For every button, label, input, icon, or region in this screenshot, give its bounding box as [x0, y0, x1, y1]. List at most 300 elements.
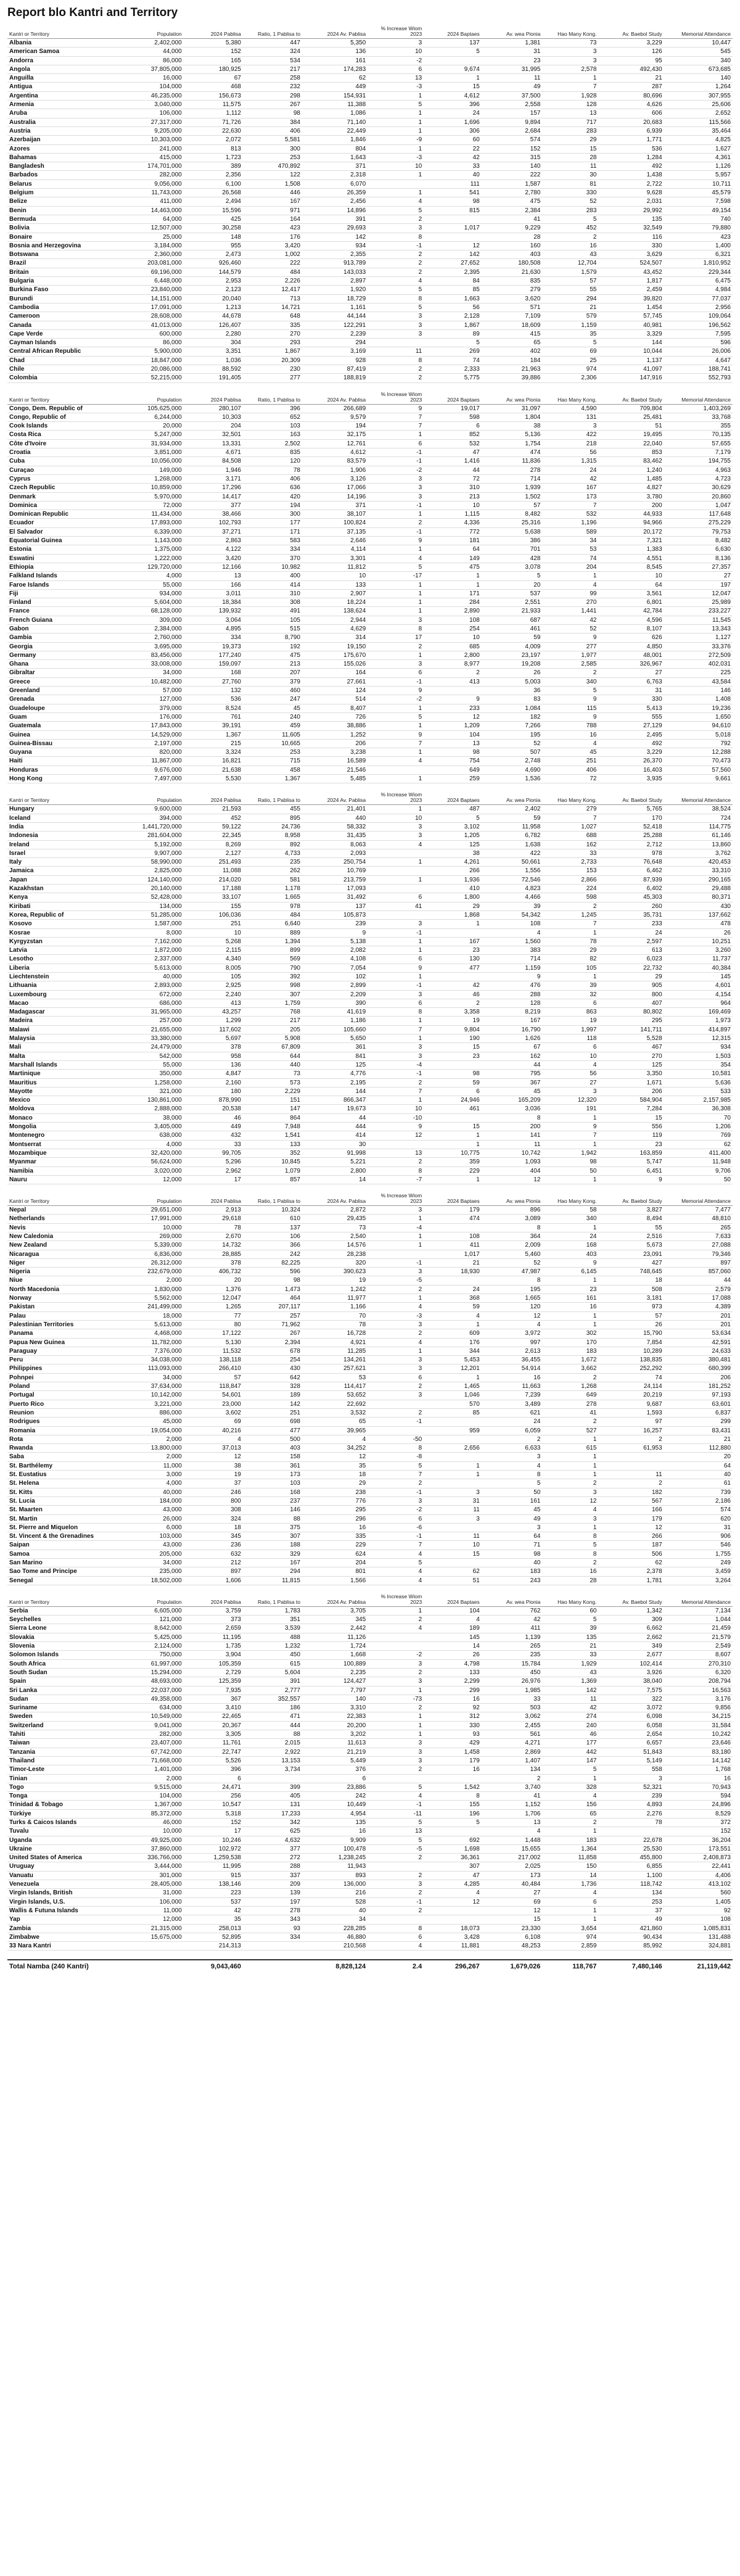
cell-ratio: 455 [243, 805, 302, 814]
cell-increase: 6 [368, 999, 424, 1007]
cell-country: Peru [7, 1356, 117, 1364]
cell-baptized: 24,946 [424, 1096, 482, 1105]
cell-memorial: 57,560 [664, 766, 733, 774]
cell-pioneers: 762 [482, 1606, 543, 1615]
cell-bible-studies: 5,413 [598, 704, 664, 712]
cell-congregations: 1,977 [542, 651, 598, 659]
cell-congregations: 52 [542, 197, 598, 206]
cell-population: 3,444,000 [117, 1862, 184, 1871]
cell-congregations: 11 [542, 1695, 598, 1703]
cell-population: 235,000 [117, 1567, 184, 1576]
cell-avg-publishers: 14,576 [302, 1241, 368, 1250]
cell-population: 32,420,000 [117, 1149, 184, 1157]
header-congregations: Hao Many Kong. [542, 1193, 598, 1206]
cell-pioneers: 44 [482, 1060, 543, 1069]
cell-pioneers: 41 [482, 1792, 543, 1801]
cell-baptized: 12 [424, 1897, 482, 1906]
cell-country: Zimbabwe [7, 1933, 117, 1941]
cell-publishers: 102,972 [184, 1844, 243, 1853]
cell-population: 257,000 [117, 1017, 184, 1025]
cell-publishers: 32,501 [184, 431, 243, 439]
table-row [7, 448, 733, 457]
cell-population: 31,965,000 [117, 1008, 184, 1017]
cell-publishers: 84,508 [184, 457, 243, 466]
cell-increase: 3 [368, 492, 424, 501]
cell-memorial: 19,236 [664, 704, 733, 712]
cell-ratio: 2,777 [243, 1686, 302, 1695]
cell-avg-publishers: 1,166 [302, 1303, 368, 1311]
cell-increase: 3 [368, 822, 424, 831]
cell-avg-publishers: 44,144 [302, 312, 368, 321]
cell-memorial: 423 [664, 233, 733, 241]
header-ratio: Ratio, 1 Pablisa to [243, 26, 302, 39]
table-row [7, 1008, 733, 1017]
total-bible-studies: 7,480,146 [598, 1960, 664, 1973]
cell-population: 48,693,000 [117, 1677, 184, 1686]
cell-publishers: 958 [184, 1052, 243, 1060]
cell-increase: -8 [368, 1453, 424, 1461]
cell-bible-studies: 1,100 [598, 1871, 664, 1880]
cell-publishers: 177,240 [184, 651, 243, 659]
cell-pioneers: 537 [482, 589, 543, 598]
cell-pioneers: 404 [482, 1166, 543, 1175]
table-row [7, 616, 733, 624]
cell-population: 3,040,000 [117, 101, 184, 109]
cell-memorial: 77,037 [664, 294, 733, 303]
cell-congregations: 14 [542, 1871, 598, 1880]
cell-pioneers: 33 [482, 1695, 543, 1703]
cell-congregations: 10 [542, 1052, 598, 1060]
cell-memorial: 27 [664, 572, 733, 580]
cell-pioneers: 6,059 [482, 1426, 543, 1435]
cell-publishers: 5,268 [184, 937, 243, 946]
cell-publishers: 214,313 [184, 1942, 243, 1951]
cell-bible-studies: 1,438 [598, 171, 664, 180]
cell-increase: 9 [368, 537, 424, 545]
cell-baptized: 1,115 [424, 510, 482, 519]
cell-ratio: 391 [243, 1677, 302, 1686]
cell-pioneers: 52 [482, 1258, 543, 1267]
cell-increase [368, 339, 424, 347]
cell-bible-studies: 25,481 [598, 413, 664, 421]
cell-bible-studies: 252,292 [598, 1364, 664, 1373]
cell-publishers: 2,123 [184, 286, 243, 294]
cell-avg-publishers: 65 [302, 1418, 368, 1426]
cell-increase [368, 766, 424, 774]
cell-congregations: 5 [542, 1765, 598, 1774]
cell-baptized [424, 928, 482, 937]
cell-avg-publishers: 3,169 [302, 347, 368, 356]
cell-publishers: 215 [184, 739, 243, 748]
cell-bible-studies: 27 [598, 669, 664, 677]
cell-pioneers: 45 [482, 1506, 543, 1514]
cell-ratio: 288 [243, 1862, 302, 1871]
cell-congregations: 9 [542, 634, 598, 642]
cell-memorial: 1,400 [664, 241, 733, 250]
cell-bible-studies: 3,229 [598, 748, 664, 757]
cell-bible-studies: 1,284 [598, 153, 664, 162]
cell-publishers: 52,895 [184, 1933, 243, 1941]
cell-baptized [424, 1523, 482, 1532]
cell-memorial: 6,321 [664, 250, 733, 259]
table-row [7, 527, 733, 536]
cell-bible-studies: 421,860 [598, 1924, 664, 1933]
cell-country: Tanzania [7, 1748, 117, 1756]
cell-bible-studies: 41,097 [598, 365, 664, 373]
cell-bible-studies: 260 [598, 902, 664, 910]
cell-increase: 3 [368, 832, 424, 840]
cell-pioneers: 997 [482, 1338, 543, 1347]
cell-baptized: 23 [424, 1052, 482, 1060]
cell-pioneers: 183 [482, 1567, 543, 1576]
cell-congregations: 2,306 [542, 374, 598, 382]
cell-congregations: 161 [542, 1294, 598, 1303]
cell-ratio: 534 [243, 56, 302, 65]
cell-baptized: 137 [424, 39, 482, 47]
cell-publishers: 80 [184, 1320, 243, 1329]
table-row [7, 1444, 733, 1453]
cell-avg-publishers: 5,485 [302, 775, 368, 783]
cell-congregations: 1,672 [542, 1356, 598, 1364]
cell-pioneers: 428 [482, 554, 543, 563]
cell-publishers: 2,925 [184, 981, 243, 990]
cell-pioneers: 4 [482, 1461, 543, 1470]
cell-ratio: 471 [243, 1712, 302, 1721]
cell-congregations: 7 [542, 1131, 598, 1140]
cell-pioneers: 50,661 [482, 858, 543, 867]
cell-publishers: 1,367 [184, 730, 243, 739]
cell-avg-publishers: 229 [302, 1541, 368, 1550]
cell-publishers: 800 [184, 1496, 243, 1505]
cell-memorial: 5,957 [664, 171, 733, 180]
cell-pioneers: 474 [482, 448, 543, 457]
cell-memorial: 24,633 [664, 1347, 733, 1355]
cell-publishers: 159,097 [184, 660, 243, 669]
cell-bible-studies: 144 [598, 339, 664, 347]
cell-ratio: 328 [243, 1382, 302, 1391]
cell-ratio: 88 [243, 1514, 302, 1523]
cell-pioneers: 3 [482, 1453, 543, 1461]
cell-memorial: 1,126 [664, 162, 733, 171]
cell-memorial: 27,088 [664, 1241, 733, 1250]
cell-publishers: 4,847 [184, 1070, 243, 1078]
cell-avg-publishers: 5,138 [302, 937, 368, 946]
cell-publishers: 2,729 [184, 1668, 243, 1677]
cell-pioneers: 1,560 [482, 937, 543, 946]
table-row [7, 757, 733, 766]
cell-ratio: 93 [243, 1924, 302, 1933]
cell-bible-studies: 6,801 [598, 598, 664, 607]
cell-baptized: 229 [424, 1166, 482, 1175]
cell-population: 68,128,000 [117, 607, 184, 616]
cell-pioneers: 1,502 [482, 492, 543, 501]
cell-congregations: 1,942 [542, 1149, 598, 1157]
cell-publishers: 16,821 [184, 757, 243, 766]
cell-country: Austria [7, 126, 117, 135]
cell-publishers: 37 [184, 1479, 243, 1488]
cell-avg-publishers: 228,285 [302, 1924, 368, 1933]
cell-increase: 3 [368, 1356, 424, 1364]
table-row [7, 1241, 733, 1250]
cell-country: Vanuatu [7, 1871, 117, 1880]
cell-ratio: 835 [243, 448, 302, 457]
cell-avg-publishers: 7,797 [302, 1686, 368, 1695]
cell-avg-publishers: 154,931 [302, 91, 368, 100]
cell-publishers: 897 [184, 1567, 243, 1576]
cell-baptized: 155 [424, 1801, 482, 1809]
cell-population: 203,081,000 [117, 259, 184, 268]
cell-increase: 1 [368, 1034, 424, 1043]
cell-country: Bermuda [7, 215, 117, 223]
cell-population: 7,497,000 [117, 775, 184, 783]
cell-bible-studies: 15 [598, 1113, 664, 1122]
cell-baptized: 36,361 [424, 1854, 482, 1862]
cell-congregations: 251 [542, 757, 598, 766]
cell-publishers: 78 [184, 1223, 243, 1232]
cell-increase [368, 910, 424, 919]
cell-congregations: 21 [542, 303, 598, 312]
cell-memorial: 411,400 [664, 1149, 733, 1157]
cell-pioneers: 2,748 [482, 757, 543, 766]
cell-population: 7,376,000 [117, 1347, 184, 1355]
cell-increase: 3 [368, 1391, 424, 1400]
cell-memorial: 45,579 [664, 189, 733, 197]
table-row [7, 1924, 733, 1933]
cell-bible-studies: 23 [598, 1140, 664, 1149]
cell-bible-studies: 6,058 [598, 1721, 664, 1730]
cell-increase: 3 [368, 474, 424, 483]
cell-avg-publishers: 204 [302, 1558, 368, 1567]
cell-publishers: 3,420 [184, 554, 243, 563]
cell-country: New Zealand [7, 1241, 117, 1250]
cell-ratio: 377 [243, 1844, 302, 1853]
cell-congregations: 56 [542, 1070, 598, 1078]
cell-congregations: 58 [542, 1206, 598, 1215]
cell-congregations: 4 [542, 1889, 598, 1897]
cell-publishers: 14,732 [184, 1241, 243, 1250]
cell-population: 1,830,000 [117, 1285, 184, 1294]
cell-memorial: 1,768 [664, 1765, 733, 1774]
cell-population: 37,860,000 [117, 1844, 184, 1853]
cell-baptized: 111 [424, 180, 482, 188]
cell-ratio: 167 [243, 197, 302, 206]
cell-baptized: 330 [424, 1721, 482, 1730]
cell-avg-publishers: 11,285 [302, 1347, 368, 1355]
cell-increase: 17 [368, 634, 424, 642]
cell-ratio: 636 [243, 484, 302, 492]
cell-publishers: 20,367 [184, 1721, 243, 1730]
cell-pioneers: 243 [482, 1576, 543, 1585]
cell-congregations: 7 [542, 814, 598, 822]
table-row [7, 867, 733, 875]
cell-country: Suriname [7, 1704, 117, 1712]
cell-pioneers: 40,484 [482, 1880, 543, 1889]
cell-pioneers: 71 [482, 1541, 543, 1550]
cell-ratio: 78 [243, 466, 302, 474]
table-header-row [7, 792, 733, 805]
cell-memorial: 109,064 [664, 312, 733, 321]
table-row [7, 144, 733, 153]
cell-avg-publishers: 124,427 [302, 1677, 368, 1686]
cell-ratio: 615 [243, 1659, 302, 1668]
cell-baptized: 1,936 [424, 875, 482, 884]
cell-increase: -1 [368, 1897, 424, 1906]
cell-memorial: 1,503 [664, 1052, 733, 1060]
cell-publishers: 54,601 [184, 1391, 243, 1400]
cell-increase: 4 [368, 840, 424, 849]
cell-publishers: 12 [184, 1453, 243, 1461]
cell-baptized: 1 [424, 1131, 482, 1140]
table-row [7, 1906, 733, 1915]
cell-increase: 9 [368, 404, 424, 413]
cell-country: Taiwan [7, 1739, 117, 1748]
cell-baptized: 1,465 [424, 1382, 482, 1391]
table-header-row [7, 392, 733, 405]
cell-ratio: 715 [243, 757, 302, 766]
cell-avg-publishers: 2,872 [302, 1206, 368, 1215]
cell-bible-studies: 3,629 [598, 250, 664, 259]
cell-increase: 13 [368, 1149, 424, 1157]
cell-congregations: 2 [542, 669, 598, 677]
cell-country: Moldova [7, 1105, 117, 1113]
cell-baptized: 21 [424, 1258, 482, 1267]
cell-congregations: 9 [542, 695, 598, 704]
cell-congregations: 33 [542, 849, 598, 857]
cell-avg-publishers: 194 [302, 422, 368, 431]
table-row [7, 1862, 733, 1871]
cell-avg-publishers: 841 [302, 1052, 368, 1060]
cell-pioneers: 39,886 [482, 374, 543, 382]
cell-memorial: 680,399 [664, 1364, 733, 1373]
cell-avg-publishers: 21,546 [302, 766, 368, 774]
cell-avg-publishers: 801 [302, 1567, 368, 1576]
cell-avg-publishers: 14 [302, 1175, 368, 1184]
cell-avg-publishers: 17,093 [302, 885, 368, 893]
cell-bible-studies: 2 [598, 1479, 664, 1488]
cell-bible-studies: 6,662 [598, 1624, 664, 1633]
cell-country: Mali [7, 1043, 117, 1052]
table-row [7, 126, 733, 135]
cell-ratio: 73 [243, 1070, 302, 1078]
cell-pioneers: 5,638 [482, 527, 543, 536]
cell-ratio: 420 [243, 492, 302, 501]
cell-pioneers: 69 [482, 1897, 543, 1906]
cell-publishers: 3,410 [184, 1704, 243, 1712]
cell-memorial: 4,154 [664, 990, 733, 999]
cell-ratio: 267 [243, 101, 302, 109]
cell-congregations: 974 [542, 365, 598, 373]
cell-baptized: 5,775 [424, 374, 482, 382]
cell-ratio: 254 [243, 1356, 302, 1364]
cell-population: 104,000 [117, 1792, 184, 1801]
cell-avg-publishers: 32,175 [302, 431, 368, 439]
cell-publishers: 21,638 [184, 766, 243, 774]
cell-congregations: 9 [542, 1258, 598, 1267]
cell-memorial: 146 [664, 687, 733, 695]
table-row [7, 413, 733, 421]
cell-congregations: 153 [542, 867, 598, 875]
table-row [7, 1871, 733, 1880]
cell-memorial: 94,610 [664, 722, 733, 730]
table-row [7, 554, 733, 563]
cell-publishers: 20,538 [184, 1105, 243, 1113]
cell-avg-publishers: 295 [302, 1506, 368, 1514]
cell-publishers: 246 [184, 1488, 243, 1496]
cell-ratio: 2,229 [243, 1087, 302, 1096]
cell-pioneers: 1,638 [482, 840, 543, 849]
header-publishers: 2024 Pablisa [184, 1594, 243, 1607]
cell-bible-studies: 74 [598, 1373, 664, 1382]
cell-avg-publishers: 44 [302, 1113, 368, 1122]
cell-ratio: 98 [243, 1276, 302, 1285]
cell-memorial: 79,346 [664, 1250, 733, 1258]
cell-bible-studies: 233 [598, 920, 664, 928]
cell-increase: 1 [368, 1215, 424, 1223]
cell-memorial: 29,488 [664, 885, 733, 893]
cell-ratio: 8,790 [243, 634, 302, 642]
cell-country: Angola [7, 65, 117, 73]
cell-congregations: 1 [542, 74, 598, 83]
cell-increase [368, 1140, 424, 1149]
cell-country: Malawi [7, 1025, 117, 1034]
cell-memorial: 40 [664, 1471, 733, 1479]
cell-baptized: 307 [424, 1862, 482, 1871]
cell-publishers: 452 [184, 814, 243, 822]
cell-memorial: 208,794 [664, 1677, 733, 1686]
cell-bible-studies: 2 [598, 1435, 664, 1443]
cell-ratio: 329 [243, 1550, 302, 1558]
cell-publishers: 67 [184, 74, 243, 83]
cell-pioneers: 3,036 [482, 1105, 543, 1113]
cell-publishers: 223 [184, 1889, 243, 1897]
cell-bible-studies: 567 [598, 1496, 664, 1505]
cell-population: 9,676,000 [117, 766, 184, 774]
cell-memorial: 26 [664, 928, 733, 937]
cell-publishers: 251 [184, 920, 243, 928]
cell-avg-publishers: 39,965 [302, 1426, 368, 1435]
cell-baptized [424, 1113, 482, 1122]
cell-country: Fiji [7, 589, 117, 598]
cell-bible-studies: 3,350 [598, 1070, 664, 1078]
cell-country: Bonaire [7, 233, 117, 241]
cell-avg-publishers: 4,776 [302, 1070, 368, 1078]
cell-ratio: 232 [243, 83, 302, 91]
cell-publishers: 236 [184, 1541, 243, 1550]
cell-pioneers: 195 [482, 1285, 543, 1294]
cell-congregations: 34 [542, 537, 598, 545]
cell-memorial: 12,288 [664, 748, 733, 757]
cell-increase: -1 [368, 928, 424, 937]
cell-pioneers: 16,790 [482, 1025, 543, 1034]
cell-memorial: 114,775 [664, 822, 733, 831]
cell-increase: 1 [368, 580, 424, 589]
cell-memorial: 27,357 [664, 563, 733, 571]
cell-baptized: 692 [424, 1836, 482, 1844]
cell-ratio: 171 [243, 527, 302, 536]
cell-memorial: 739 [664, 1488, 733, 1496]
table-row [7, 1320, 733, 1329]
cell-congregations: 7 [542, 83, 598, 91]
cell-ratio: 361 [243, 1461, 302, 1470]
table-row [7, 519, 733, 527]
cell-country: Timor-Leste [7, 1765, 117, 1774]
cell-avg-publishers: 46,880 [302, 1933, 368, 1941]
cell-baptized [424, 1276, 482, 1285]
cell-bible-studies: 239 [598, 1792, 664, 1801]
cell-congregations: 1 [542, 1435, 598, 1443]
cell-pioneers: 5 [482, 572, 543, 580]
cell-ratio: 335 [243, 321, 302, 329]
